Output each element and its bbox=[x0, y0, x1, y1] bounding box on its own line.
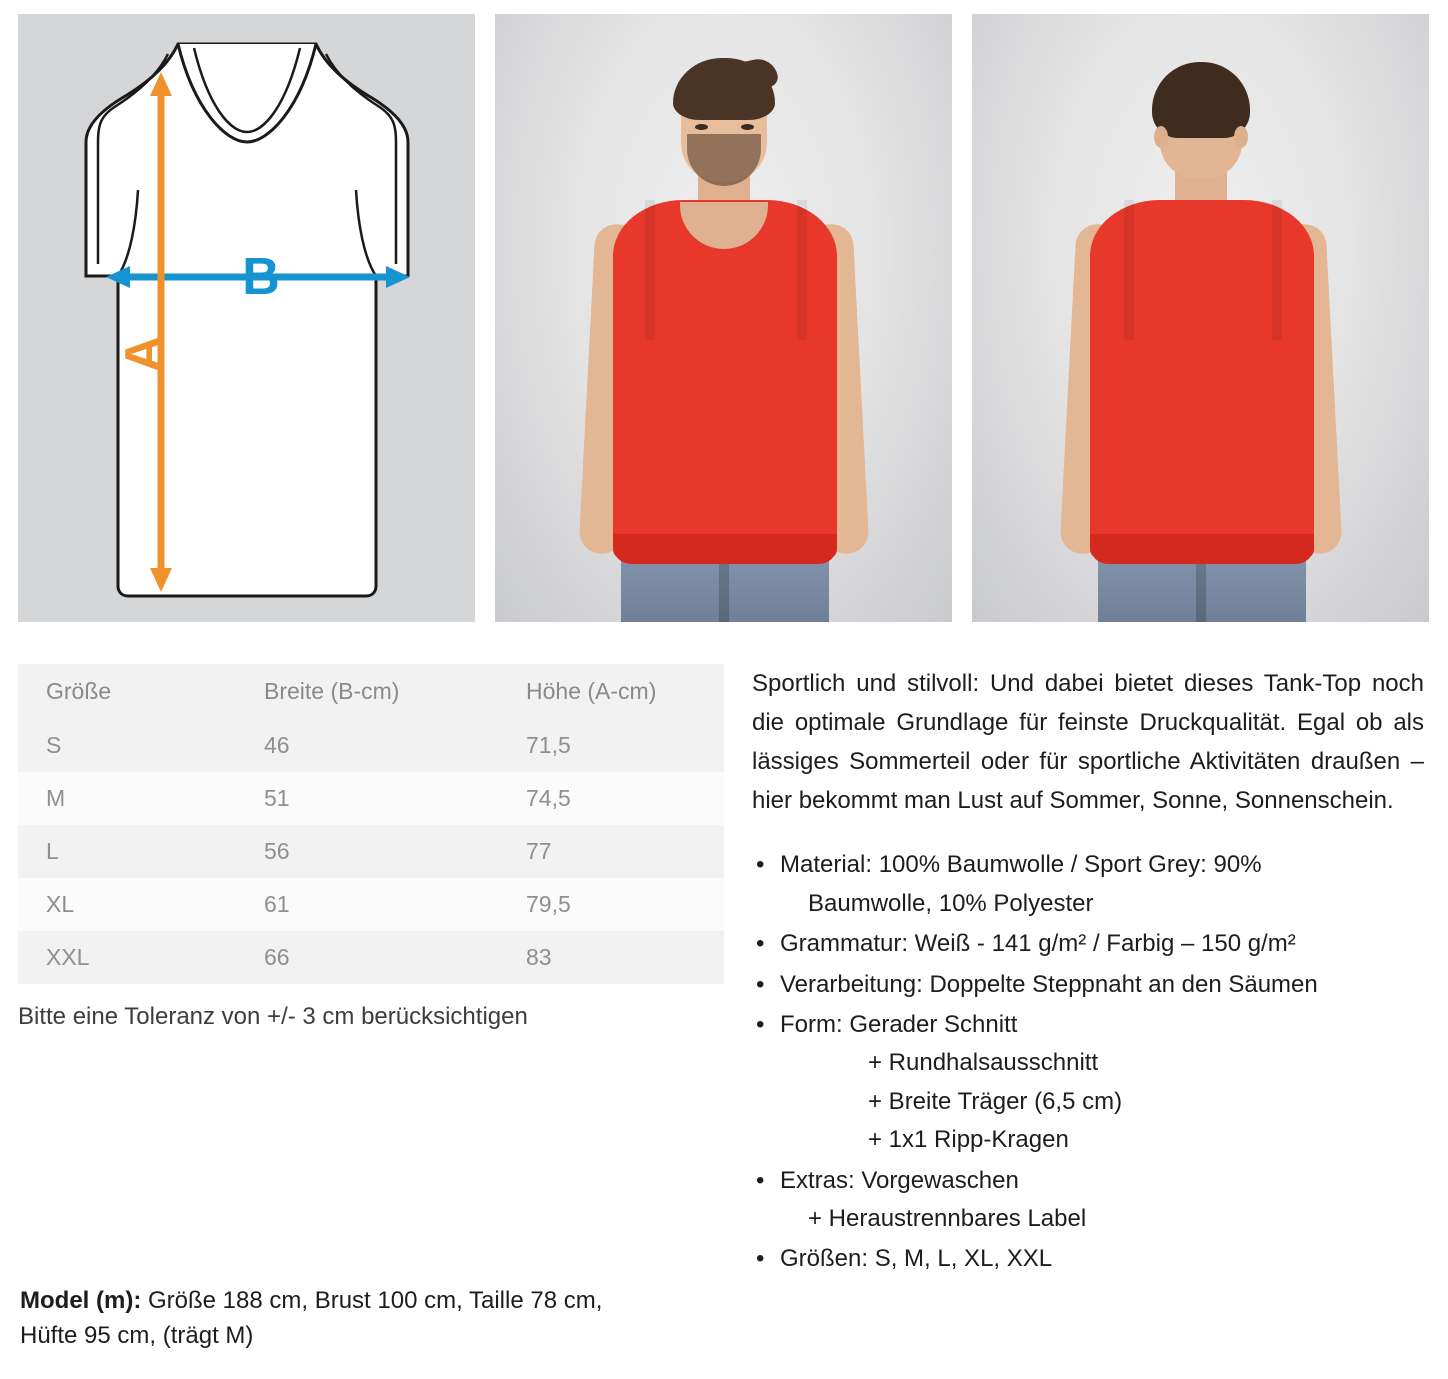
spec-grammatur bbox=[752, 925, 1424, 963]
spec-material bbox=[752, 846, 1424, 923]
spec-list bbox=[752, 846, 1424, 1278]
model-front-panel bbox=[495, 14, 952, 622]
cell-size: L bbox=[18, 825, 236, 878]
description-intro: Sportlich und stilvoll: Und dabei bietet dieses Tank-Top noch die optimale Grundlage für feinste Druckqualität. Egal ob als lässiges Sommerteil oder für sportliche Aktivitäten draußen – hier bekommt man Lust auf Sommer, Sonne, Sonnenschein. bbox=[752, 670, 1424, 815]
cell-width: 66 bbox=[236, 931, 498, 984]
table-row bbox=[18, 772, 724, 825]
table-row bbox=[18, 825, 724, 878]
spec-subitem: + Rundhalsausschnitt bbox=[868, 1049, 1099, 1077]
cell-width: 51 bbox=[236, 772, 498, 825]
spec-text: Größen: S, M, L, XL, XXL bbox=[780, 1245, 1053, 1273]
column-header-size: Größe bbox=[18, 664, 236, 719]
model-info-line2: Hüfte 95 cm, (trägt M) bbox=[20, 1321, 254, 1349]
spec-text: Verarbeitung: Doppelte Steppnaht an den Säumen bbox=[780, 970, 1318, 998]
technical-drawing-panel bbox=[18, 14, 475, 622]
column-header-height: Höhe (A-cm) bbox=[498, 664, 724, 719]
table-row bbox=[18, 931, 724, 984]
product-image-row bbox=[18, 14, 1430, 622]
spec-subitem: + Breite Träger (6,5 cm) bbox=[868, 1087, 1123, 1115]
cell-size: S bbox=[18, 719, 236, 772]
tank-top-diagram bbox=[18, 14, 475, 622]
spec-continuation: + Heraustrennbares Label bbox=[808, 1204, 1087, 1232]
spec-subitem: + 1x1 Ripp-Kragen bbox=[868, 1126, 1069, 1154]
column-header-width: Breite (B-cm) bbox=[236, 664, 498, 719]
table-header-row bbox=[18, 664, 724, 719]
spec-extras bbox=[752, 1162, 1424, 1239]
table-row bbox=[18, 878, 724, 931]
cell-height: 71,5 bbox=[498, 719, 724, 772]
spec-text: Grammatur: Weiß - 141 g/m² / Farbig – 150 g/m² bbox=[780, 930, 1296, 958]
spec-form bbox=[752, 1006, 1424, 1160]
model-info-label: Model (m): bbox=[20, 1287, 142, 1314]
cell-height: 79,5 bbox=[498, 878, 724, 931]
cell-width: 61 bbox=[236, 878, 498, 931]
cell-size: XL bbox=[18, 878, 236, 931]
spec-text: Extras: Vorgewaschen bbox=[780, 1166, 1019, 1194]
spec-sizes bbox=[752, 1240, 1424, 1278]
tolerance-note: Bitte eine Toleranz von +/- 3 cm berücksichtigen bbox=[18, 1003, 528, 1030]
table-row bbox=[18, 719, 724, 772]
size-table bbox=[18, 664, 724, 984]
cell-width: 46 bbox=[236, 719, 498, 772]
model-info-line1: Größe 188 cm, Brust 100 cm, Taille 78 cm, bbox=[141, 1287, 603, 1314]
model-back-illustration bbox=[972, 14, 1429, 622]
model-back-panel bbox=[972, 14, 1429, 622]
cell-size: XXL bbox=[18, 931, 236, 984]
model-info bbox=[20, 1284, 720, 1354]
spec-text: Form: Gerader Schnitt bbox=[780, 1011, 1018, 1038]
cell-width: 56 bbox=[236, 825, 498, 878]
model-front-illustration bbox=[495, 14, 952, 622]
spec-verarbeitung bbox=[752, 966, 1424, 1004]
spec-text: Material: 100% Baumwolle / Sport Grey: 90% bbox=[780, 851, 1262, 879]
cell-size: M bbox=[18, 772, 236, 825]
height-label: A bbox=[115, 335, 173, 373]
cell-height: 74,5 bbox=[498, 772, 724, 825]
cell-height: 83 bbox=[498, 931, 724, 984]
cell-height: 77 bbox=[498, 825, 724, 878]
spec-continuation: Baumwolle, 10% Polyester bbox=[808, 889, 1094, 917]
width-label: B bbox=[242, 248, 280, 306]
size-table-wrapper bbox=[18, 664, 724, 984]
product-description bbox=[752, 664, 1424, 1281]
